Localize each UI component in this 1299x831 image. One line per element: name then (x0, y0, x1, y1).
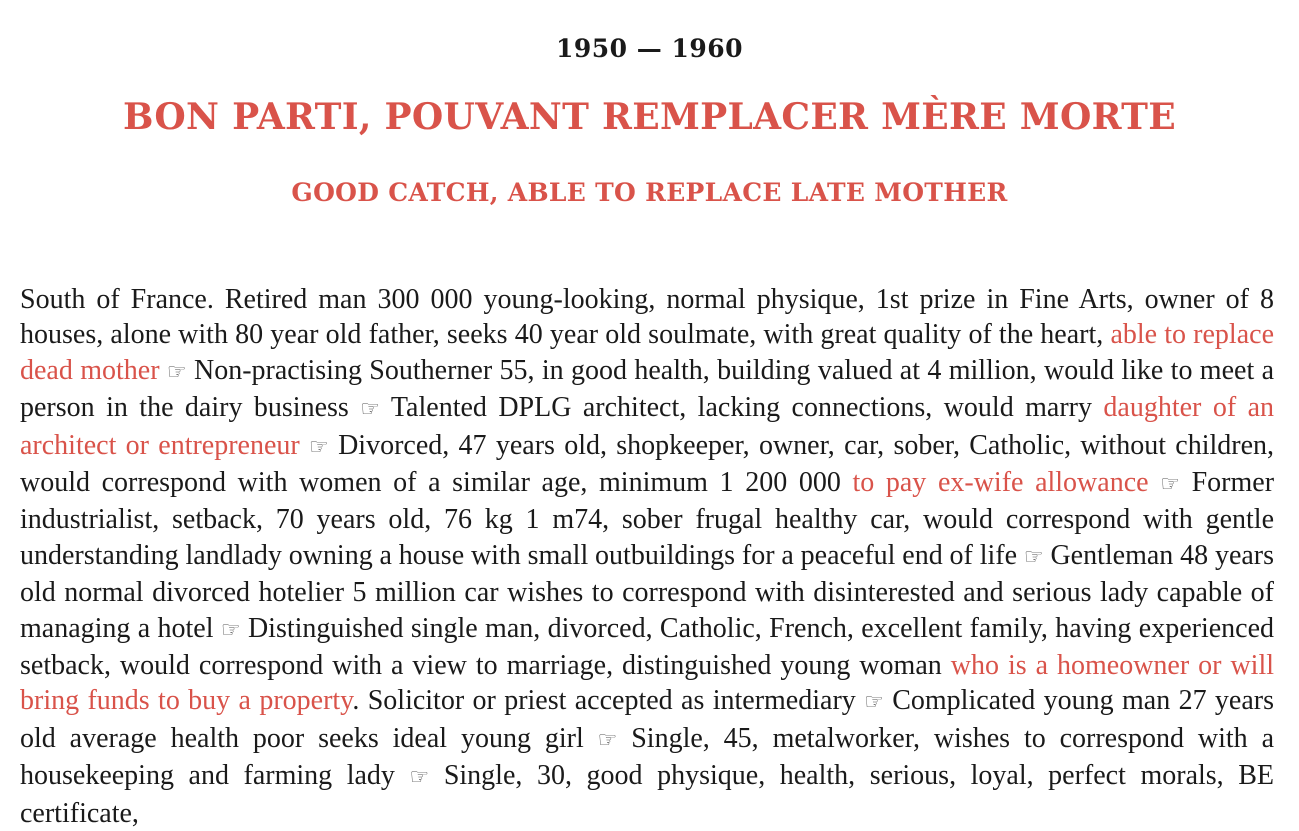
ad-text-after: . Solicitor or priest accepted as intermediary (352, 685, 856, 717)
ad-text: Single, 45, metalworker, wishes to correspond with a housekeeping and farming lady (20, 722, 1274, 792)
pointing-hand-icon: ☞ (597, 727, 618, 753)
ad-text: South of France. Retired man 300 000 young-looking, normal physique, 1st prize in Fine Arts, owner of 8 houses, alone with 80 year old father, seeks 40 year old soulmate, with great quality of the heart, (20, 284, 1274, 351)
ad-text: Non-practising Southerner 55, in good health, building valued at 4 million, would like to meet a person in the dairy business (20, 354, 1275, 424)
period-heading: 1950 — 1960 (555, 34, 744, 63)
pointing-hand-icon: ☞ (360, 397, 380, 423)
ad-text: Former industrialist, setback, 70 years old, 76 kg 1 m74, sober frugal healthy car, would correspond with gentle understanding landlady owning a house with small outbuildings for a peaceful end of life (20, 467, 1275, 571)
pointing-hand-icon: ☞ (1023, 544, 1044, 570)
ad-highlight: daughter of an architect or entrepreneur (20, 392, 1274, 461)
pointing-hand-icon: ☞ (409, 765, 430, 791)
ad-text: Complicated young man 27 years old average health poor seeks ideal young girl (20, 685, 1275, 754)
ad-text: Gentleman 48 years old normal divorced hotelier 5 million car wishes to correspond with disinterested and serious lady capable of managing a hotel (20, 539, 1275, 644)
title-english: GOOD CATCH, ABLE TO REPLACE LATE MOTHER (291, 178, 1008, 207)
ad-highlight: to pay ex-wife allowance (852, 467, 1149, 499)
pointing-hand-icon: ☞ (166, 359, 187, 385)
ads-paragraph (20, 282, 1274, 831)
ad-highlight: who is a homeowner or will bring funds to buy a property (20, 650, 1275, 717)
ad-highlight: able to replace dead mother (20, 319, 1274, 386)
pointing-hand-icon: ☞ (1160, 472, 1180, 498)
ad-text: Divorced, 47 years old, shopkeeper, owner, car, sober, Catholic, without children, would correspond with women of a similar age, minimum 1 200 000 (20, 429, 1275, 499)
ad-text: Single, 30, good physique, health, serious, loyal, perfect morals, BE certificate, (20, 760, 1275, 829)
ad-text: Distinguished single man, divorced, Catholic, French, excellent family, having experienced setback, would correspond with a view to marriage, distinguished young woman (20, 612, 1275, 682)
pointing-hand-icon: ☞ (220, 617, 241, 643)
title-french: BON PARTI, POUVANT REMPLACER MÈRE MORTE (122, 96, 1177, 138)
ad-text: Talented DPLG architect, lacking connections, would marry (390, 392, 1104, 424)
pointing-hand-icon: ☞ (864, 690, 884, 716)
pointing-hand-icon: ☞ (309, 434, 329, 460)
